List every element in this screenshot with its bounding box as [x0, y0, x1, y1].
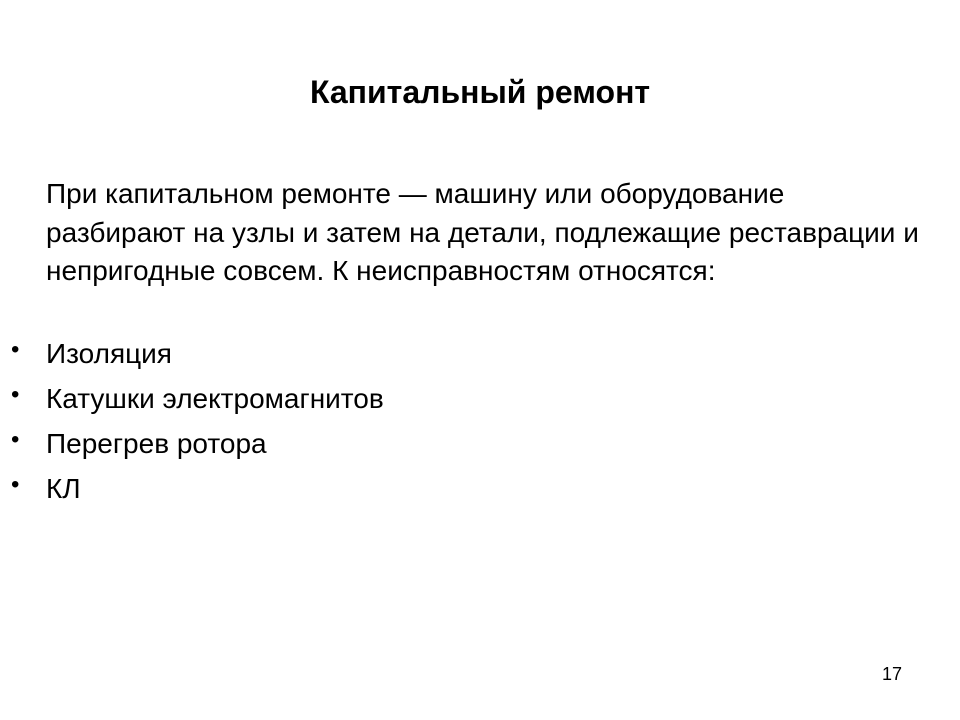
- bullet-item: [0, 469, 900, 514]
- bullet-list: [0, 334, 900, 514]
- bullet-text: Изоляция: [46, 338, 172, 369]
- bullet-item: [0, 424, 900, 469]
- page-number: 17: [881, 664, 902, 684]
- bullet-icon: •: [11, 336, 20, 363]
- bullet-icon: •: [11, 381, 20, 408]
- slide-title: Капитальный ремонт: [309, 74, 651, 110]
- bullet-item: [0, 334, 900, 379]
- bullet-item: [0, 379, 900, 424]
- bullet-icon: •: [11, 426, 20, 453]
- bullet-icon: •: [11, 471, 20, 498]
- bullet-text: Катушки электромагнитов: [46, 383, 384, 414]
- intro-paragraph: При капитальном ремонте — машину или оборудование разбирают на узлы и затем на детали, подлежащие реставрации и непригодные совсем. К неисправностям относятся:: [46, 178, 919, 286]
- bullet-text: Перегрев ротора: [46, 428, 267, 459]
- bullet-text: КЛ: [46, 473, 81, 504]
